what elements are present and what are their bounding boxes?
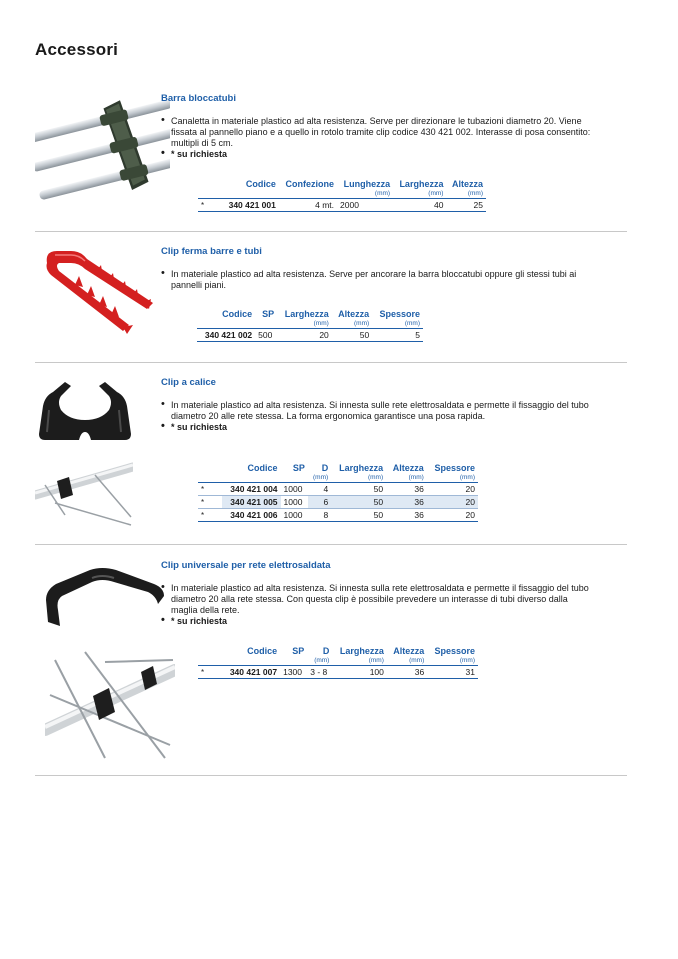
product-code: 340 421 005 bbox=[222, 496, 281, 509]
col-codice: Codice bbox=[247, 462, 278, 473]
star-marker: * bbox=[198, 666, 222, 679]
cell-value: 6 bbox=[308, 496, 331, 509]
spec-table-clip-universale bbox=[198, 645, 478, 679]
cell-value: 1000 bbox=[281, 483, 308, 496]
unit: (mm) bbox=[331, 473, 386, 483]
cell-value: 50 bbox=[331, 496, 386, 509]
section-title: Barra bloccatubi bbox=[161, 93, 236, 104]
on-request-note: • * su richiesta bbox=[161, 616, 591, 627]
pipe-holder-bar-image bbox=[35, 92, 170, 204]
col-lunghezza: Lunghezza bbox=[343, 178, 391, 189]
product-code: 340 421 004 bbox=[222, 483, 281, 496]
universal-clip-image bbox=[40, 560, 170, 630]
unit: (mm) bbox=[387, 656, 427, 666]
section-divider bbox=[35, 775, 627, 776]
col-star bbox=[198, 178, 222, 189]
col-altezza: Altezza bbox=[451, 178, 483, 189]
unit: (mm) bbox=[307, 656, 332, 666]
unit bbox=[281, 473, 308, 483]
unit bbox=[255, 319, 277, 329]
section-clip-a-calice bbox=[161, 377, 591, 433]
unit: (mm) bbox=[372, 319, 423, 329]
cell-value: 100 bbox=[332, 666, 387, 679]
col-altezza: Altezza bbox=[392, 462, 424, 473]
red-clip-image bbox=[35, 243, 160, 338]
cell-value: 20 bbox=[277, 329, 332, 342]
cell-value: 8 bbox=[308, 509, 331, 522]
cell-value: 5 bbox=[372, 329, 423, 342]
section-title: Clip universale per rete elettrosaldata bbox=[161, 560, 331, 571]
on-request-note: • * su richiesta bbox=[161, 422, 591, 433]
unit bbox=[197, 319, 255, 329]
cell-value: 500 bbox=[255, 329, 277, 342]
unit: (mm) bbox=[427, 656, 478, 666]
unit: (mm) bbox=[386, 473, 427, 483]
col-altezza: Altezza bbox=[338, 308, 370, 319]
col-spessore: Spessore bbox=[379, 308, 420, 319]
col-sp: SP bbox=[292, 645, 305, 656]
page-title: Accessori bbox=[35, 40, 119, 59]
cell-value: 1000 bbox=[281, 496, 308, 509]
table-row bbox=[198, 483, 478, 496]
col-larghezza: Larghezza bbox=[339, 462, 384, 473]
cell-value: 20 bbox=[427, 483, 478, 496]
universal-clip-installed-image bbox=[45, 650, 175, 760]
cell-value: 36 bbox=[387, 666, 427, 679]
star-marker: * bbox=[198, 483, 222, 496]
spec-table-barra bbox=[198, 178, 486, 212]
section-divider bbox=[35, 544, 627, 545]
cell-value: 3 - 8 bbox=[307, 666, 332, 679]
section-divider bbox=[35, 362, 627, 363]
col-spessore: Spessore bbox=[434, 462, 475, 473]
clip-calice-installed-image bbox=[35, 455, 133, 530]
product-code: 340 421 007 bbox=[222, 666, 280, 679]
cell-value: 4 bbox=[308, 483, 331, 496]
table-row bbox=[198, 666, 478, 679]
table-row bbox=[197, 329, 423, 342]
description-bullet: • Canaletta in materiale plastico ad alta resistenza. Serve per direzionare le tubazioni diametro 20. Viene fissata al pannello piano e a quello in rotolo tramite clip codice 430 421 002. Interasse di posa consentito: multipli di 5 cm. bbox=[161, 116, 591, 149]
table-row bbox=[198, 509, 478, 522]
cell-value: 2000 bbox=[337, 199, 393, 212]
col-codice: Codice bbox=[245, 178, 276, 189]
col-larghezza: Larghezza bbox=[284, 308, 329, 319]
star-marker: * bbox=[198, 509, 222, 522]
description-bullet: • In materiale plastico ad alta resistenza. Serve per ancorare la barra bloccatubi oppure gli stessi tubi ai pannelli piani. bbox=[161, 269, 591, 291]
col-altezza: Altezza bbox=[393, 645, 425, 656]
unit: (mm) bbox=[337, 189, 393, 199]
section-clip-universale bbox=[161, 560, 591, 627]
cell-value: 4 mt. bbox=[279, 199, 337, 212]
unit bbox=[222, 189, 279, 199]
cell-value: 36 bbox=[386, 496, 427, 509]
unit bbox=[279, 189, 337, 199]
col-sp: SP bbox=[292, 462, 305, 473]
unit: (mm) bbox=[332, 656, 387, 666]
col-confezione: Confezione bbox=[285, 178, 335, 189]
cell-value: 36 bbox=[386, 483, 427, 496]
cell-value: 20 bbox=[427, 509, 478, 522]
table-row bbox=[198, 496, 478, 509]
star-marker: * bbox=[198, 199, 222, 212]
section-title: Clip ferma barre e tubi bbox=[161, 246, 262, 257]
clip-calice-image bbox=[35, 376, 135, 444]
cell-value: 1300 bbox=[280, 666, 307, 679]
col-d: D bbox=[321, 462, 329, 473]
table-row bbox=[198, 199, 486, 212]
section-divider bbox=[35, 231, 627, 232]
unit: (mm) bbox=[427, 473, 478, 483]
cell-value: 31 bbox=[427, 666, 478, 679]
unit bbox=[280, 656, 307, 666]
description-bullet: • In materiale plastico ad alta resistenza. Si innesta sulle rete elettrosaldata e permette il fissaggio del tubo diametro 20 alle rete stessa. La forma ergonomica garantisce una posa rapida. bbox=[161, 400, 591, 422]
cell-value: 1000 bbox=[281, 509, 308, 522]
section-barra-bloccatubi bbox=[161, 93, 591, 160]
cell-value: 50 bbox=[332, 329, 372, 342]
cell-value: 40 bbox=[393, 199, 446, 212]
col-codice: Codice bbox=[247, 645, 278, 656]
cell-value: 36 bbox=[386, 509, 427, 522]
product-code: 340 421 002 bbox=[197, 329, 255, 342]
unit: (mm) bbox=[393, 189, 446, 199]
section-title: Clip a calice bbox=[161, 377, 216, 388]
section-clip-ferma-barre bbox=[161, 246, 591, 291]
product-code: 340 421 006 bbox=[222, 509, 281, 522]
col-spessore: Spessore bbox=[434, 645, 475, 656]
unit: (mm) bbox=[308, 473, 331, 483]
col-larghezza: Larghezza bbox=[399, 178, 444, 189]
col-codice: Codice bbox=[222, 308, 253, 319]
star-marker: * bbox=[198, 496, 222, 509]
on-request-note: • * su richiesta bbox=[161, 149, 591, 160]
cell-value: 50 bbox=[331, 509, 386, 522]
spec-table-clip-calice bbox=[198, 462, 478, 522]
col-sp: SP bbox=[262, 308, 275, 319]
unit: (mm) bbox=[277, 319, 332, 329]
spec-table-clip-ferma bbox=[197, 308, 423, 342]
product-code: 340 421 001 bbox=[222, 199, 279, 212]
unit bbox=[222, 473, 281, 483]
unit: (mm) bbox=[332, 319, 372, 329]
cell-value: 25 bbox=[446, 199, 486, 212]
cell-value: 50 bbox=[331, 483, 386, 496]
cell-value: 20 bbox=[427, 496, 478, 509]
unit: (mm) bbox=[446, 189, 486, 199]
col-larghezza: Larghezza bbox=[339, 645, 384, 656]
description-bullet: • In materiale plastico ad alta resistenza. Si innesta sulla rete elettrosaldata e permette il fissaggio del tubo diametro 20 alla rete stessa. Con questa clip è possibile prevedere un interasse di tubi diverso dalla maglia della rete. bbox=[161, 583, 591, 616]
unit bbox=[222, 656, 280, 666]
col-d: D bbox=[322, 645, 330, 656]
